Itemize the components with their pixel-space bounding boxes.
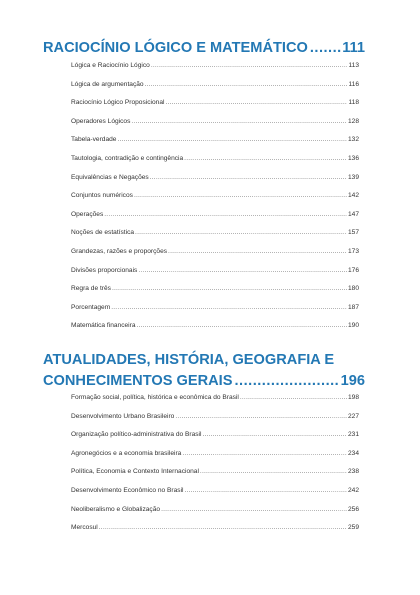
entry-page-number: 190 (347, 322, 359, 330)
entry-page-number: 157 (347, 229, 359, 237)
dot-leader (117, 136, 347, 143)
dot-leader (185, 487, 347, 494)
entry-page-number: 256 (347, 505, 359, 513)
dot-leader (184, 155, 347, 162)
dot-leader (310, 38, 341, 59)
section-title-line (43, 371, 365, 392)
entry-label: Tautologia, contradição e contingência (71, 154, 184, 162)
toc-entry[interactable] (71, 174, 359, 193)
entry-label: Grandezas, razões e proporções (71, 247, 168, 255)
entry-page-number: 234 (347, 449, 359, 457)
dot-leader (134, 192, 347, 199)
dot-leader (131, 118, 347, 125)
dot-leader (200, 468, 347, 475)
section-title-text: CONHECIMENTOS GERAIS (43, 373, 233, 389)
entry-label: Lógica de argumentação (71, 80, 144, 88)
toc-entry[interactable] (71, 394, 359, 413)
toc-entry[interactable] (71, 487, 359, 506)
toc-entry[interactable] (71, 248, 359, 267)
dot-leader (150, 174, 347, 181)
entry-label: Equivalências e Negações (71, 173, 149, 181)
dot-leader (145, 81, 348, 88)
entry-label: Formação social, política, histórica e econômica do Brasil (71, 394, 239, 401)
dot-leader (165, 99, 347, 106)
entry-label: Raciocínio Lógico Proposicional (71, 99, 165, 107)
entry-label: Porcentagem (71, 303, 111, 311)
toc-entry[interactable] (71, 62, 359, 81)
entry-page-number: 176 (347, 266, 359, 274)
toc-entry[interactable] (71, 450, 359, 469)
dot-leader (138, 267, 347, 274)
dot-leader (99, 524, 347, 531)
entry-page-number: 128 (347, 117, 359, 125)
section-title-line (43, 350, 365, 371)
dot-leader (234, 371, 339, 392)
entry-page-number: 142 (347, 192, 359, 200)
dot-leader (112, 285, 347, 292)
entry-label: Conjuntos numéricos (71, 192, 133, 200)
dot-leader (182, 450, 347, 457)
section-page-number: 111 (342, 40, 365, 56)
toc-entry[interactable] (71, 506, 359, 525)
entry-label: Lógica e Raciocínio Lógico (71, 62, 150, 69)
dot-leader (135, 229, 347, 236)
entry-page-number: 173 (347, 247, 359, 255)
section-title-atualidades (43, 350, 365, 392)
entry-label: Neoliberalismo e Globalização (71, 505, 161, 513)
dot-leader (175, 413, 347, 420)
entry-page-number: 118 (348, 99, 359, 107)
toc-entry[interactable] (71, 285, 359, 304)
entry-page-number: 113 (348, 62, 359, 69)
entry-page-number: 227 (347, 412, 359, 420)
dot-leader (161, 506, 347, 513)
toc-entry[interactable] (71, 99, 359, 118)
toc-entry[interactable] (71, 304, 359, 323)
entry-label: Operadores Lógicos (71, 117, 131, 125)
section-title-text: RACIOCÍNIO LÓGICO E MATEMÁTICO (43, 40, 308, 56)
entry-label: Desenvolvimento Urbano Brasileiro (71, 412, 175, 420)
entry-label: Operações (71, 210, 104, 218)
section-entries-raciocinio (71, 62, 359, 341)
section-title-raciocinio (43, 38, 365, 59)
toc-entry[interactable] (71, 192, 359, 211)
entry-page-number: 231 (347, 431, 359, 439)
dot-leader (137, 322, 347, 329)
dot-leader (151, 62, 348, 69)
dot-leader (202, 431, 347, 438)
entry-label: Desenvolvimento Econômico no Brasil (71, 486, 184, 494)
entry-label: Política, Economia e Contexto Internacional (71, 468, 199, 476)
toc-entry[interactable] (71, 267, 359, 286)
toc-entry[interactable] (71, 468, 359, 487)
entry-page-number: 139 (347, 173, 359, 181)
toc-entry[interactable] (71, 211, 359, 230)
dot-leader (168, 248, 347, 255)
entry-page-number: 147 (347, 210, 359, 218)
toc-entry[interactable] (71, 136, 359, 155)
entry-label: Tabela-verdade (71, 136, 117, 144)
dot-leader (111, 304, 347, 311)
entry-label: Mercosul (71, 524, 98, 532)
toc-entry[interactable] (71, 155, 359, 174)
section-entries-atualidades (71, 394, 359, 543)
entry-page-number: 238 (347, 468, 359, 476)
section-title-text: ATUALIDADES, HISTÓRIA, GEOGRAFIA E (43, 352, 335, 368)
toc-entry[interactable] (71, 81, 359, 100)
entry-label: Regra de três (71, 285, 111, 293)
entry-page-number: 242 (347, 486, 359, 494)
entry-page-number: 116 (348, 80, 359, 88)
toc-entry[interactable] (71, 524, 359, 543)
toc-entry[interactable] (71, 322, 359, 341)
entry-page-number: 132 (347, 136, 359, 144)
entry-label: Noções de estatística (71, 229, 135, 237)
entry-label: Divisões proporcionais (71, 266, 138, 274)
section-page-number: 196 (340, 373, 365, 389)
toc-entry[interactable] (71, 431, 359, 450)
section-title-line (43, 38, 365, 59)
entry-page-number: 198 (347, 394, 359, 401)
entry-page-number: 180 (347, 285, 359, 293)
entry-page-number: 187 (347, 303, 359, 311)
entry-label: Organização político-administrativa do Brasil (71, 431, 202, 439)
dot-leader (240, 394, 347, 401)
toc-entry[interactable] (71, 118, 359, 137)
toc-entry[interactable] (71, 229, 359, 248)
dot-leader (104, 211, 347, 218)
entry-label: Agronegócios e a economia brasileira (71, 449, 182, 457)
entry-label: Matemática financeira (71, 322, 136, 330)
entry-page-number: 136 (347, 154, 359, 162)
toc-entry[interactable] (71, 413, 359, 432)
entry-page-number: 259 (347, 524, 359, 532)
